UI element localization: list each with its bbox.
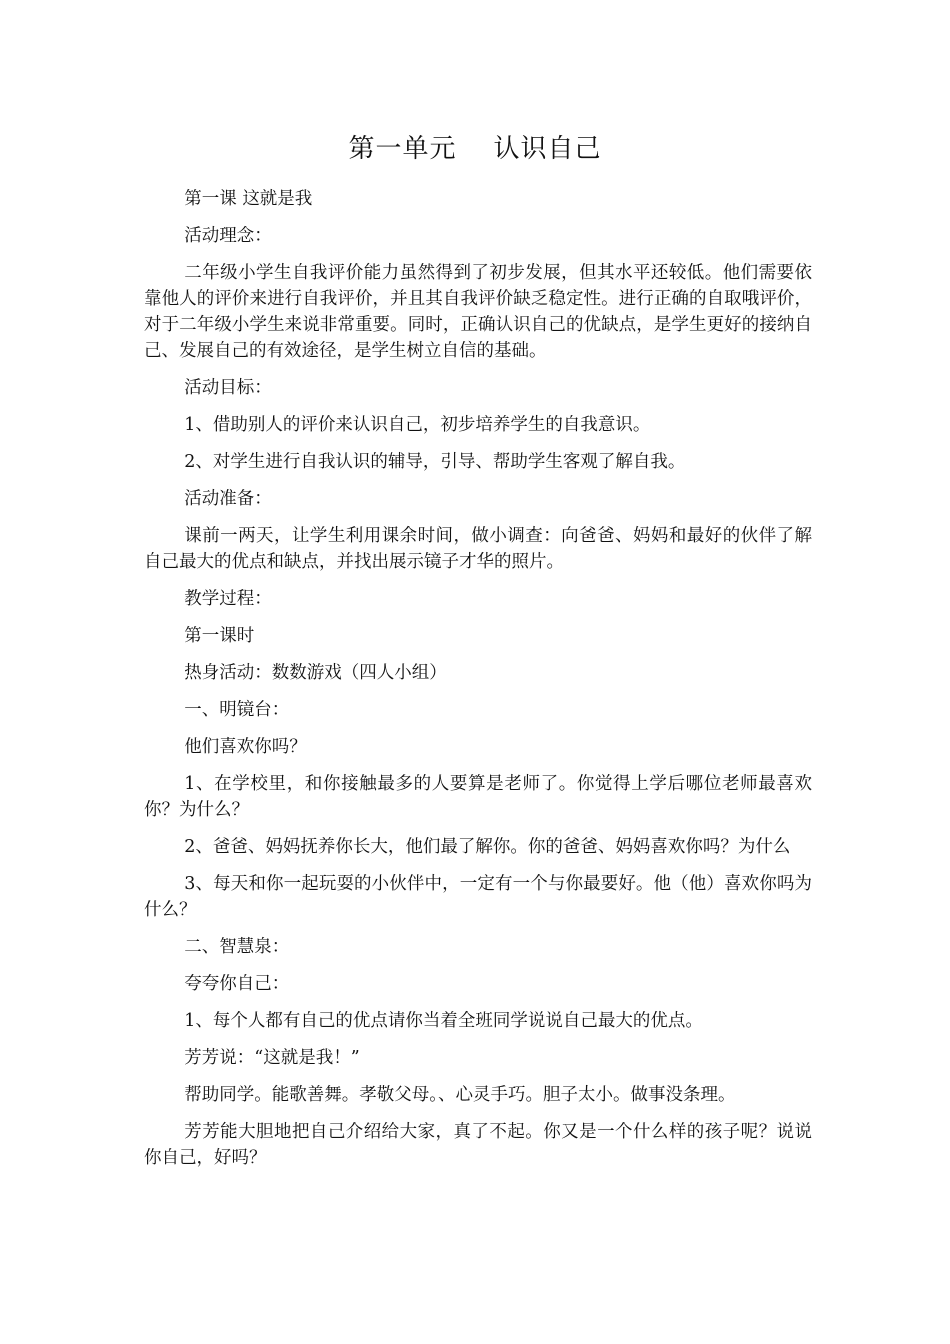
section-heading-goals: 活动目标： [184, 378, 272, 398]
paragraph-warmup: 热身活动：数数游戏（四人小组） [184, 663, 447, 683]
paragraph-traits: 帮助同学。能歌善舞。孝敬父母。、心灵手巧。胆子太小。做事没条理。 [184, 1085, 736, 1105]
lesson-heading: 第一课 这就是我 [184, 189, 313, 209]
paragraph-concept: 二年级小学生自我评价能力虽然得到了初步发展，但其水平还较低。他们需要依靠他人的评价来进行自我评价，并且其自我评价缺乏稳定性。进行正确的自取哦评价，对于二年级小学生来说非常重要。同时，正确认识自己的优缺点，是学生更好的接纳自己、发展自己的有效途径，是学生树立自信的基础。 [144, 263, 812, 361]
paragraph-do-they-like-you: 他们喜欢你吗？ [184, 737, 307, 757]
goal-item-2: 2、对学生进行自我认识的辅导，引导、帮助学生客观了解自我。 [184, 452, 686, 472]
goal-item-1: 1、借助别人的评价来认识自己，初步培养学生的自我意识。 [184, 415, 651, 435]
section-heading-preparation: 活动准备： [184, 489, 272, 509]
paragraph-preparation: 课前一两天，让学生利用课余时间，做小调查：向爸爸、妈妈和最好的伙伴了解自己最大的优点和缺点，并找出展示镜子才华的照片。 [144, 526, 812, 572]
paragraph-first-period: 第一课时 [184, 626, 255, 646]
paragraph-praise-yourself: 夸夸你自己： [184, 974, 290, 994]
section-heading-process: 教学过程： [184, 589, 272, 609]
section-heading-concept: 活动理念： [184, 226, 272, 246]
question-item-1: 1、在学校里，和你接触最多的人要算是老师了。你觉得上学后哪位老师最喜欢你？为什么？ [144, 774, 812, 820]
document-title: 第一单元 认识自己 [348, 134, 602, 164]
praise-item-1: 1、每个人都有自己的优点请你当着全班同学说说自己最大的优点。 [184, 1011, 703, 1031]
section-heading-mirror: 一、明镜台： [184, 700, 290, 720]
paragraph-fangfang-says: 芳芳说：“这就是我！” [184, 1048, 360, 1068]
paragraph-closing: 芳芳能大胆地把自己介绍给大家，真了不起。你又是一个什么样的孩子呢？说说你自己，好吗？ [144, 1122, 812, 1168]
question-item-2: 2、爸爸、妈妈抚养你长大，他们最了解你。你的爸爸、妈妈喜欢你吗？为什么 [184, 837, 791, 857]
document-body [144, 186, 812, 1182]
section-heading-wisdom: 二、智慧泉： [184, 937, 290, 957]
question-item-3: 3、每天和你一起玩耍的小伙伴中，一定有一个与你最要好。他（他）喜欢你吗为什么？ [144, 874, 812, 920]
